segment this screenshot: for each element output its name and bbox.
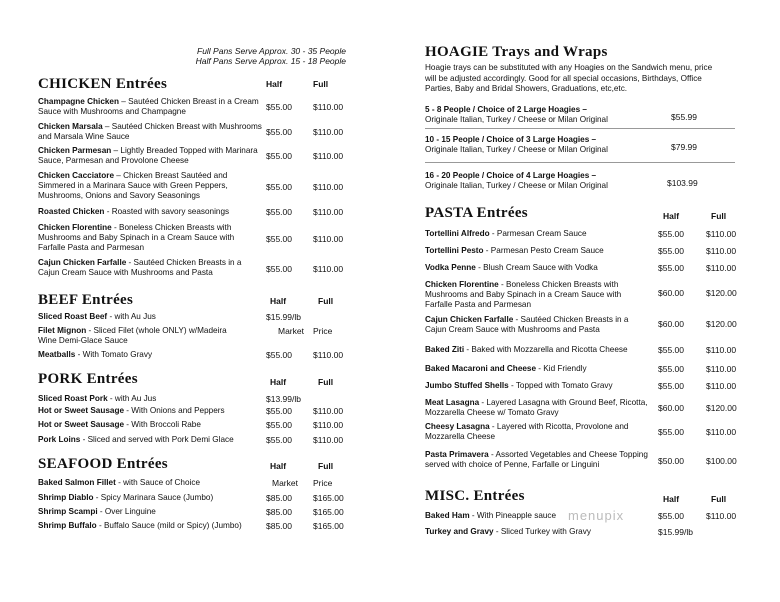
beef-half-header: Half — [270, 296, 287, 306]
half-price: $55.00 — [658, 381, 684, 391]
menu-item: Chicken Florentine - Boneless Chicken Breasts with Mushrooms and Baby Spinach in a Cream Sauce with Farfalle Pasta and Parmesan — [425, 280, 622, 309]
menu-item: Baked Macaroni and Cheese - Kid Friendly — [425, 364, 587, 373]
menu-item: Turkey and Gravy - Sliced Turkey with Gravy — [425, 527, 591, 536]
chicken-half-header: Half — [266, 79, 283, 89]
full-price: $100.00 — [706, 456, 737, 466]
hoagie-price: $55.99 — [671, 112, 697, 122]
full-price: $110.00 — [706, 511, 737, 521]
half-price: $85.00 — [266, 507, 292, 517]
half-price: $55.00 — [266, 435, 292, 445]
half-price: $55.00 — [266, 151, 292, 161]
menu-item: Cajun Chicken Farfalle - Sautéed Chicken Breasts in a Cajun Cream Sauce with Mushrooms and Pasta — [38, 258, 242, 277]
full-price: $110.00 — [706, 229, 737, 239]
menu-item: Shrimp Buffalo - Buffalo Sauce (mild or Spicy) (Jumbo) — [38, 521, 242, 530]
full-price: $165.00 — [313, 507, 344, 517]
seafood-section-title: SEAFOOD Entrées — [38, 456, 168, 472]
half-price: $55.00 — [266, 350, 292, 360]
menu-item: Shrimp Diablo - Spicy Marinara Sauce (Jumbo) — [38, 493, 214, 502]
full-price: $110.00 — [313, 102, 344, 112]
half-price: $15.99/lb — [658, 527, 693, 537]
half-price: $55.00 — [266, 102, 292, 112]
full-pans-note: Full Pans Serve Approx. 30 - 35 People — [197, 46, 346, 56]
full-price: $110.00 — [706, 427, 737, 437]
full-price: $110.00 — [313, 127, 344, 137]
full-price: $110.00 — [313, 182, 344, 192]
full-price: $120.00 — [706, 403, 737, 413]
hoagie-price: $103.99 — [667, 178, 698, 188]
half-price: $55.00 — [658, 263, 684, 273]
half-price: $55.00 — [266, 406, 292, 416]
menu-item: Jumbo Stuffed Shells - Topped with Tomato Gravy — [425, 381, 613, 390]
hoagie-price: $79.99 — [671, 142, 697, 152]
misc-half-header: Half — [663, 494, 680, 504]
full-price: $110.00 — [706, 364, 737, 374]
half-price: $15.99/lb — [266, 312, 301, 322]
menu-item: Chicken Cacciatore – Chicken Breast Sautéed and Simmered in a Marinara Sauce with Green Peppers, Mushrooms, Onions and Savory Seasonings — [38, 171, 228, 200]
full-price: $120.00 — [706, 288, 737, 298]
full-price: $110.00 — [313, 151, 344, 161]
half-price: $55.00 — [266, 182, 292, 192]
half-price: $55.00 — [658, 345, 684, 355]
pork-half-header: Half — [270, 377, 287, 387]
half-price: $55.00 — [658, 229, 684, 239]
pork-full-header: Full — [318, 377, 334, 387]
half-price: Market — [272, 478, 298, 488]
menu-item: Cheesy Lasagna - Layered with Ricotta, Provolone and Mozzarella Cheese — [425, 422, 629, 441]
menu-item: Baked Ham - With Pineapple sauce — [425, 511, 557, 520]
watermark-logo: menupix — [568, 508, 625, 523]
menu-item: Chicken Marsala – Sautéed Chicken Breast with Mushrooms and Marsala Wine Sauce — [38, 122, 262, 141]
full-price: $110.00 — [313, 420, 344, 430]
full-price: $110.00 — [706, 263, 737, 273]
menu-item: Shrimp Scampi - Over Linguine — [38, 507, 156, 516]
hoagie-item: 5 - 8 People / Choice of 2 Large Hoagies – Originale Italian, Turkey / Cheese or Milan Original — [425, 105, 608, 124]
menu-item: Hot or Sweet Sausage - With Onions and Peppers — [38, 406, 225, 415]
divider — [425, 128, 735, 129]
menu-item: Roasted Chicken - Roasted with savory seasonings — [38, 207, 230, 216]
half-price: $60.00 — [658, 288, 684, 298]
half-price: $60.00 — [658, 403, 684, 413]
half-price: $55.00 — [658, 364, 684, 374]
half-price: $13.99/lb — [266, 394, 301, 404]
half-price: Market — [278, 326, 304, 336]
menu-item: Tortellini Pesto - Parmesan Pesto Cream Sauce — [425, 246, 604, 255]
misc-full-header: Full — [711, 494, 727, 504]
pork-section-title: PORK Entrées — [38, 371, 138, 387]
chicken-section-title: CHICKEN Entrées — [38, 76, 168, 92]
full-price: $120.00 — [706, 319, 737, 329]
menu-item: Pasta Primavera - Assorted Vegetables and Cheese Topping served with choice of Penne, Farfalle or Linguini — [425, 450, 648, 469]
half-price: $55.00 — [266, 264, 292, 274]
menu-item: Cajun Chicken Farfalle - Sautéed Chicken Breasts in a Cajun Cream Sauce with Mushrooms and Pasta — [425, 315, 629, 334]
full-price: $110.00 — [706, 246, 737, 256]
seafood-half-header: Half — [270, 461, 287, 471]
hoagie-section-title: HOAGIE Trays and Wraps — [425, 44, 608, 60]
half-price: $85.00 — [266, 521, 292, 531]
full-price: $165.00 — [313, 493, 344, 503]
menu-item: Vodka Penne - Blush Cream Sauce with Vodka — [425, 263, 598, 272]
pasta-half-header: Half — [663, 211, 680, 221]
hoagie-intro: Hoagie trays can be substituted with any Hoagies on the Sandwich menu, price will be adjusted accordingly. Good for all special occasions, Birthdays, Office Parties, Baby and Bridal Showers, Graduations, etc,etc. — [425, 63, 713, 93]
full-price: $110.00 — [313, 264, 344, 274]
menu-item: Meat Lasagna - Layered Lasagna with Ground Beef, Ricotta, Mozzarella Cheese w/ Tomato Gravy — [425, 398, 648, 417]
beef-full-header: Full — [318, 296, 334, 306]
menu-item: Champagne Chicken – Sautéed Chicken Breast in a Cream Sauce with Mushrooms and Champagne — [38, 97, 259, 116]
half-price: $55.00 — [266, 234, 292, 244]
menu-item: Chicken Parmesan – Lightly Breaded Topped with Marinara Sauce, Parmesan and Provolone Cheese — [38, 146, 258, 165]
hoagie-item: 10 - 15 People / Choice of 3 Large Hoagies – Originale Italian, Turkey / Cheese or Milan Original — [425, 135, 608, 154]
pasta-full-header: Full — [711, 211, 727, 221]
full-price: $110.00 — [706, 345, 737, 355]
half-price: $60.00 — [658, 319, 684, 329]
full-price: $110.00 — [313, 435, 344, 445]
menu-item: Baked Salmon Fillet - with Sauce of Choice — [38, 478, 201, 487]
full-price: $110.00 — [313, 350, 344, 360]
full-price: $110.00 — [313, 207, 344, 217]
half-price: $55.00 — [266, 127, 292, 137]
half-price: $55.00 — [658, 511, 684, 521]
half-price: $55.00 — [266, 420, 292, 430]
menu-item: Hot or Sweet Sausage - With Broccoli Rabe — [38, 420, 201, 429]
hoagie-item: 16 - 20 People / Choice of 4 Large Hoagies – Originale Italian, Turkey / Cheese or Milan Original — [425, 171, 608, 190]
half-pans-note: Half Pans Serve Approx. 15 - 18 People — [195, 56, 346, 66]
menu-item: Pork Loins - Sliced and served with Pork Demi Glace — [38, 435, 234, 444]
menu-item: Sliced Roast Pork - with Au Jus — [38, 394, 157, 403]
menu-item: Filet Mignon - Sliced Filet (whole ONLY) w/Madeira Wine Demi-Glace Sauce — [38, 326, 227, 345]
menu-item: Baked Ziti - Baked with Mozzarella and Ricotta Cheese — [425, 345, 628, 354]
misc-section-title: MISC. Entrées — [425, 488, 525, 504]
menu-item: Tortellini Alfredo - Parmesan Cream Sauce — [425, 229, 587, 238]
divider — [425, 162, 735, 163]
full-price: $110.00 — [313, 234, 344, 244]
menu-item: Chicken Florentine - Boneless Chicken Breasts with Mushrooms and Baby Spinach in a Cream Sauce with Farfalle Pasta and Parmesan — [38, 223, 235, 252]
beef-section-title: BEEF Entrées — [38, 292, 134, 308]
full-price: Price — [313, 326, 333, 336]
half-price: $55.00 — [658, 427, 684, 437]
full-price: $110.00 — [313, 406, 344, 416]
chicken-full-header: Full — [313, 79, 329, 89]
seafood-full-header: Full — [318, 461, 334, 471]
menu-item: Sliced Roast Beef - with Au Jus — [38, 312, 156, 321]
half-price: $50.00 — [658, 456, 684, 466]
full-price: Price — [313, 478, 333, 488]
half-price: $85.00 — [266, 493, 292, 503]
full-price: $165.00 — [313, 521, 344, 531]
half-price: $55.00 — [266, 207, 292, 217]
menu-item: Meatballs - With Tomato Gravy — [38, 350, 153, 359]
half-price: $55.00 — [658, 246, 684, 256]
full-price: $110.00 — [706, 381, 737, 391]
pasta-section-title: PASTA Entrées — [425, 205, 528, 221]
